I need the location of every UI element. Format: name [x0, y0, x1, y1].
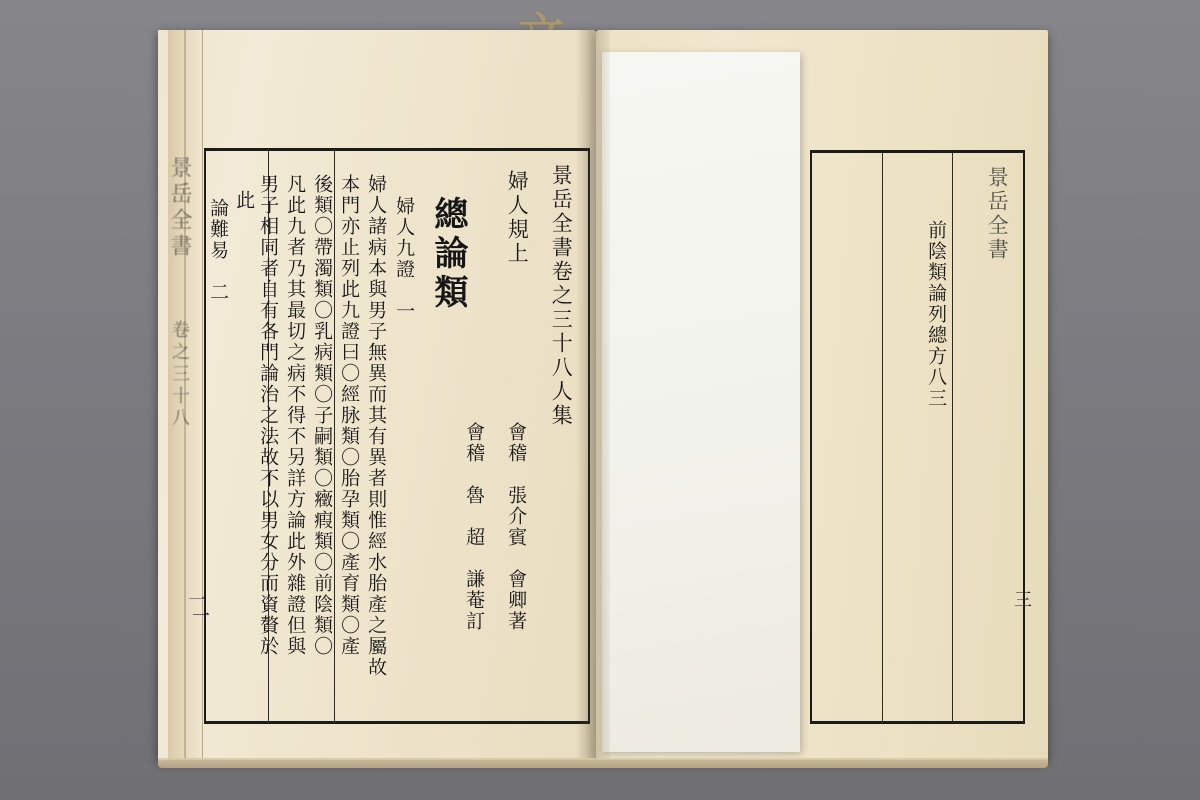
body-column-7: 論難易 二 — [207, 198, 230, 303]
left-page-number: 一 — [189, 606, 210, 624]
left-flap-page-number: 一 — [185, 590, 206, 608]
body-column-3: 後類〇帶濁類〇乳病類〇子嗣類〇癥瘕類〇前陰類〇 — [311, 174, 334, 657]
body-column-5: 男子相同者自有各門論治之法故不以男女分而資贅於 — [257, 174, 280, 657]
inserted-paper-slip — [602, 52, 800, 752]
page-edge — [158, 758, 1048, 768]
right-page-number: 三 — [1011, 590, 1032, 608]
body-column-6: 此 — [233, 190, 256, 211]
section-heading: 婦人規上 — [505, 170, 530, 266]
body-column-2: 本門亦止列此九證曰〇經脉類〇胎孕類〇產育類〇產 — [338, 174, 361, 657]
author-line-secondary: 會稽 魯 超 謙菴訂 — [463, 422, 486, 632]
column-rule — [334, 151, 335, 721]
left-page — [158, 30, 596, 760]
right-page-content-line: 前陰類論列總方八三 — [925, 220, 948, 409]
column-rule — [882, 153, 883, 721]
category-title: 總論類 — [428, 196, 469, 313]
cover-volume: 卷之三十八 — [169, 320, 190, 430]
category-subtitle: 婦人九證 一 — [393, 196, 416, 322]
author-line-primary: 會稽 張介賓 會卿著 — [505, 422, 528, 632]
cover-title: 景岳全書 — [167, 156, 192, 260]
body-column-4: 凡此九者乃其最切之病不得不另詳方論此外雜證但與 — [284, 174, 307, 657]
body-column-1: 婦人諸病本與男子無異而其有異者則惟經水胎產之屬故 — [365, 174, 388, 678]
volume-title: 景岳全書卷之三十八人集 — [549, 164, 574, 428]
right-page-running-head: 景岳全書 — [985, 166, 1010, 262]
column-rule — [952, 153, 953, 721]
open-book — [158, 30, 1048, 760]
